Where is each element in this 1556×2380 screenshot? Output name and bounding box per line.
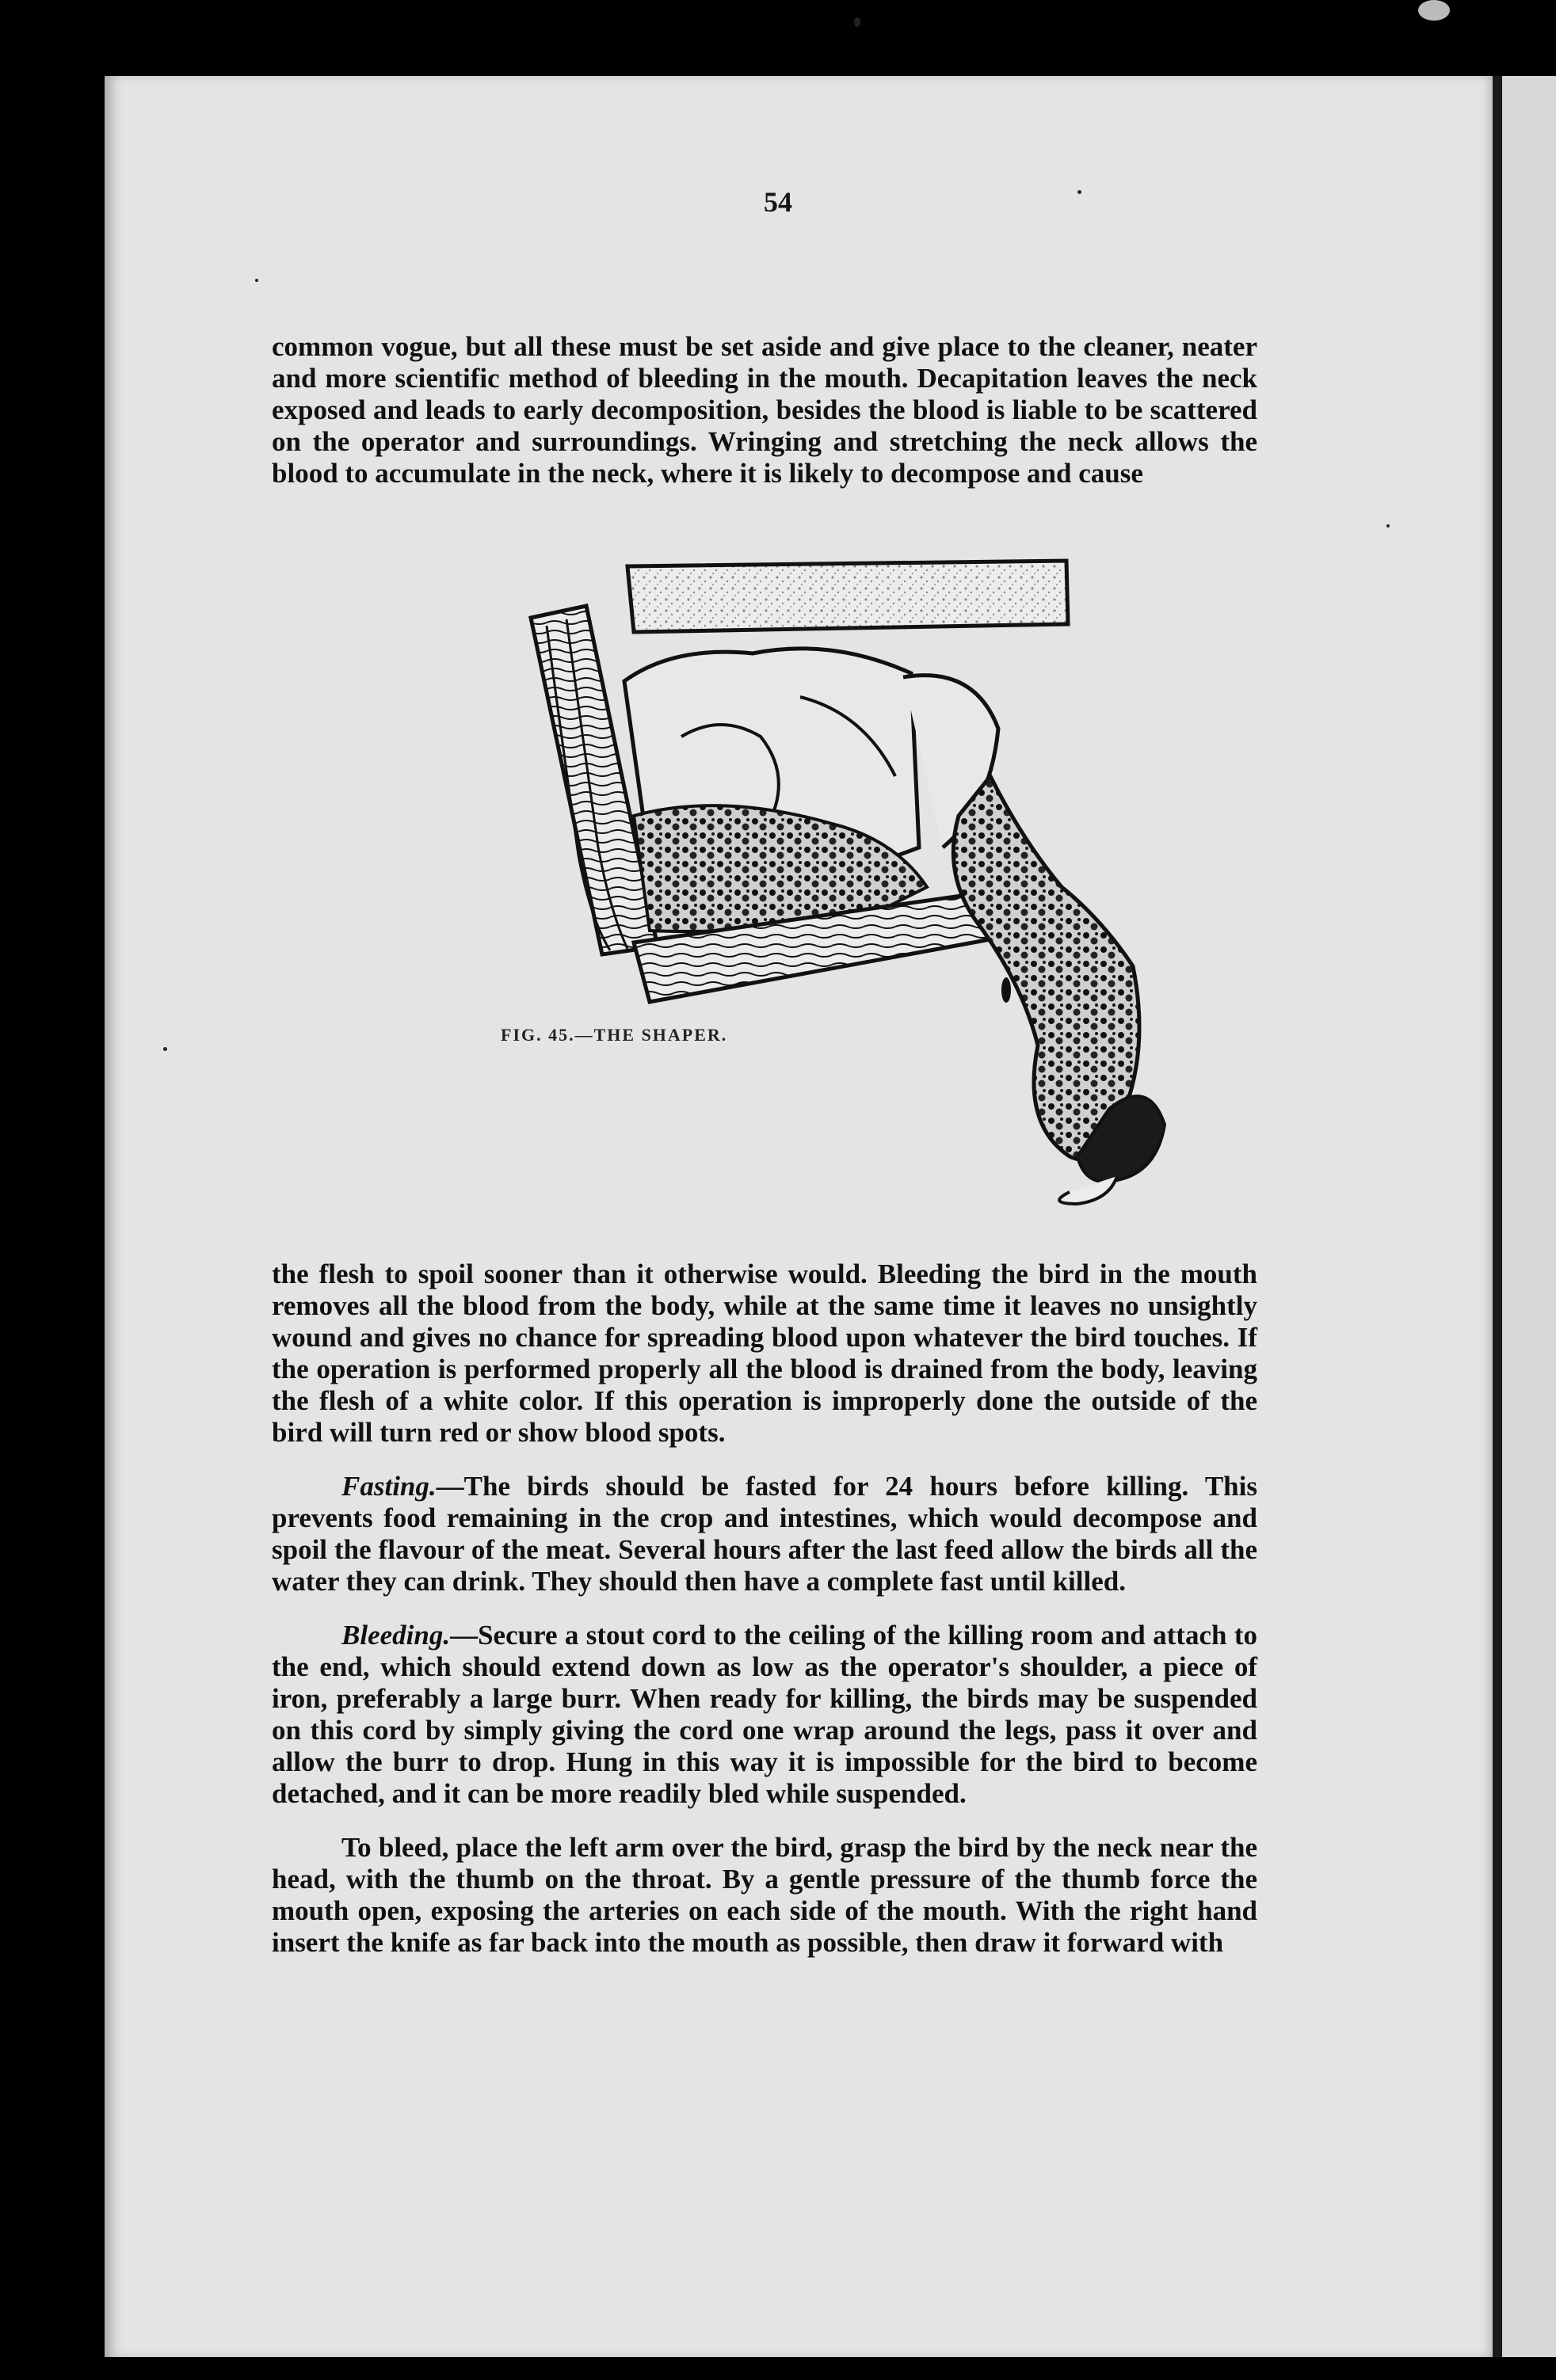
fasting-text: —The birds should be fasted for 24 hours before killing. This prevents food remaining in the crop and intestines, which would decompose and spoil the flavour of the meat. Several hours after the last feed allow the birds all the water they can drink. They should then have a complete fast until killed.	[272, 1471, 1257, 1597]
text-body	[272, 1259, 1257, 1981]
facing-page-edge	[1502, 76, 1556, 2357]
fasting-heading: Fasting.	[341, 1471, 437, 1502]
scan-speck	[163, 1047, 167, 1051]
scan-speck	[255, 279, 258, 282]
paragraph-bleeding	[272, 1620, 1257, 1810]
scan-speck	[1418, 0, 1450, 21]
paragraph-intro: common vogue, but all these must be set aside and give place to the cleaner, neater and more scientific method of bleeding in the mouth. Decapitation leaves the neck exposed and leads to early decomposition, besides the blood is liable to be scattered on the operator and surroundings. Wringing and stretching the neck allows the blood to accumulate in the neck, where it is likely to decompose and cause	[272, 331, 1257, 489]
scan-speck	[854, 17, 860, 27]
shaper-illustration-icon	[420, 475, 1220, 1228]
paragraph-to-bleed: To bleed, place the left arm over the bird, grasp the bird by the neck near the head, with the thumb on the throat. By a gentle pressure of the thumb force the mouth open, exposing the arteries on each side of the mouth. With the right hand insert the knife as far back into the mouth as possible, then draw it forward with	[272, 1832, 1257, 1958]
scan-speck	[1386, 524, 1390, 527]
figure-caption: FIG. 45.—THE SHAPER.	[501, 1025, 728, 1045]
bleeding-heading: Bleeding.	[341, 1620, 451, 1651]
bleeding-text: —Secure a stout cord to the ceiling of the killing room and attach to the end, which should extend down as low as the operator's shoulder, a piece of iron, preferably a large burr. When ready for killing, the birds may be suspended on this cord by simply giving the cord one wrap around the legs, pass it over and allow the burr to drop. Hung in this way it is impossible for the bird to become detached, and it can be more readily bled while suspended.	[272, 1620, 1257, 1809]
paragraph-fasting	[272, 1471, 1257, 1597]
page-number: 54	[764, 186, 792, 218]
paragraph-bleeding-mouth: the flesh to spoil sooner than it otherwise would. Bleeding the bird in the mouth removes all the blood from the body, while at the same time it leaves no unsightly wound and gives no chance for spreading blood upon whatever the bird touches. If the operation is performed properly all the blood is drained from the body, leaving the flesh of a white color. If this operation is improperly done the outside of the bird will turn red or show blood spots.	[272, 1259, 1257, 1448]
page-gutter	[1493, 76, 1502, 2357]
